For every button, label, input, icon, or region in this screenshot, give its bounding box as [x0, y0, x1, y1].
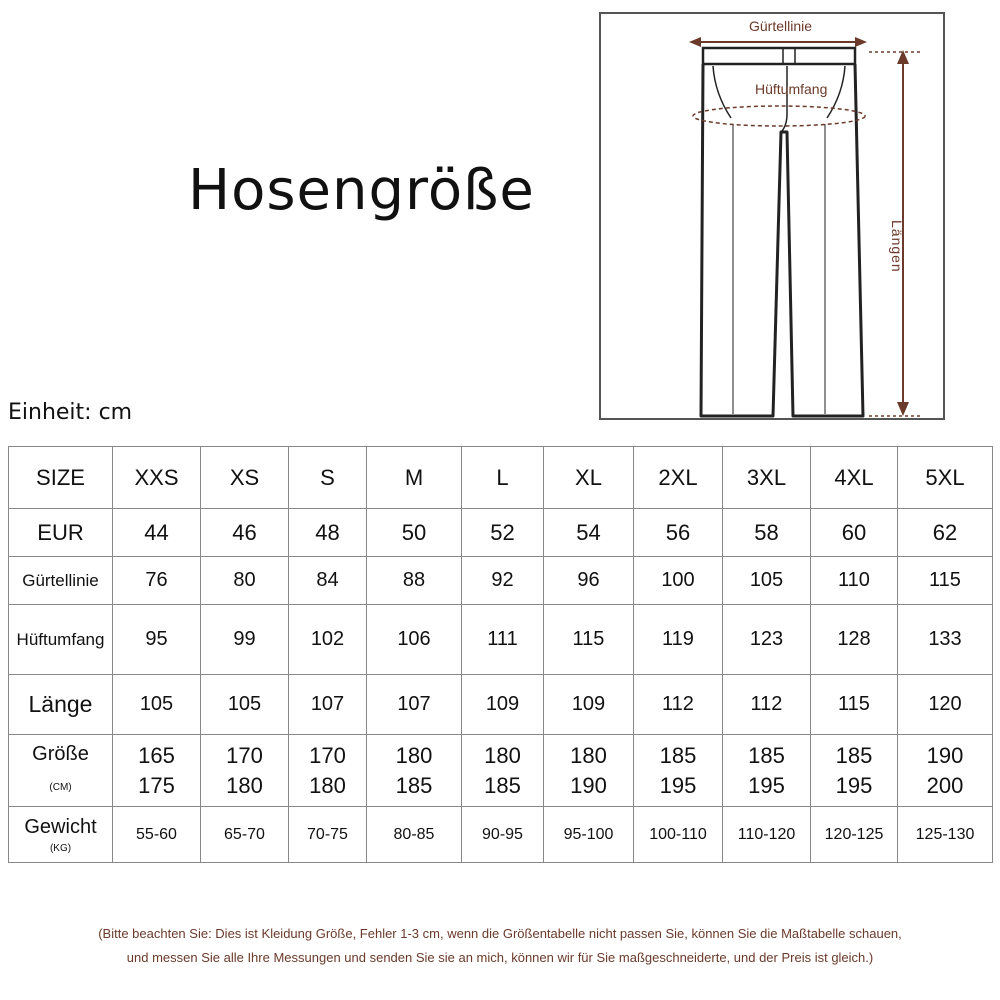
- table-cell: 105: [723, 557, 811, 605]
- size-cell: 4XL: [811, 447, 898, 509]
- weight-cell: 80-85: [367, 807, 462, 863]
- height-max: 185: [484, 772, 521, 798]
- height-max: 190: [570, 772, 607, 798]
- weight-row: [9, 807, 993, 863]
- eur-row: [9, 509, 993, 557]
- hip-row: [9, 605, 993, 675]
- height-max: 195: [659, 772, 697, 798]
- weight-cell: 110-120: [723, 807, 811, 863]
- table-cell: 100: [634, 557, 723, 605]
- height-min: 185: [748, 742, 785, 768]
- height-min: 170: [226, 742, 263, 768]
- height-min: 180: [484, 742, 521, 768]
- table-cell: 133: [898, 605, 993, 675]
- size-cell: XL: [544, 447, 634, 509]
- table-cell: 115: [811, 675, 898, 735]
- height-min: 185: [659, 742, 697, 768]
- height-min: 165: [138, 742, 175, 768]
- table-cell: 111: [462, 605, 544, 675]
- table-cell: 50: [367, 509, 462, 557]
- height-cell: [811, 735, 898, 807]
- height-min: 170: [309, 742, 346, 768]
- weight-cell: 120-125: [811, 807, 898, 863]
- pants-illustration: [601, 14, 947, 422]
- height-max: 195: [748, 772, 785, 798]
- height-max: 175: [138, 772, 175, 798]
- table-cell: 119: [634, 605, 723, 675]
- size-header: SIZE: [9, 447, 113, 509]
- table-cell: 102: [289, 605, 367, 675]
- size-cell: S: [289, 447, 367, 509]
- table-cell: 120: [898, 675, 993, 735]
- height-cell: [544, 735, 634, 807]
- table-cell: 80: [201, 557, 289, 605]
- size-cell: L: [462, 447, 544, 509]
- height-cell: [723, 735, 811, 807]
- table-cell: 76: [113, 557, 201, 605]
- height-cell: [113, 735, 201, 807]
- table-cell: 44: [113, 509, 201, 557]
- height-max: 185: [395, 772, 433, 798]
- height-min: 180: [570, 742, 607, 768]
- row-label: EUR: [9, 509, 113, 557]
- table-cell: 115: [898, 557, 993, 605]
- height-row-label: [9, 735, 113, 807]
- unit-label: Einheit: cm: [8, 400, 133, 425]
- note-line-2: und messen Sie alle Ihre Messungen und senden Sie sie an mich, können wir für Sie maßgeschneiderte, und der Preis ist gleich.): [126, 950, 874, 965]
- table-cell: 46: [201, 509, 289, 557]
- height-label: Größe: [32, 742, 89, 765]
- table-cell: 105: [113, 675, 201, 735]
- table-cell: 106: [367, 605, 462, 675]
- waist-row: [9, 557, 993, 605]
- weight-label: Gewicht: [24, 815, 97, 838]
- height-min: 180: [395, 742, 433, 768]
- height-cell: [367, 735, 462, 807]
- size-cell: 2XL: [634, 447, 723, 509]
- height-min: 185: [835, 742, 873, 768]
- page-title: Hosengröße: [188, 158, 535, 223]
- height-max: 195: [835, 772, 873, 798]
- weight-cell: 90-95: [462, 807, 544, 863]
- weight-cell: 125-130: [898, 807, 993, 863]
- table-cell: 95: [113, 605, 201, 675]
- height-cell: [898, 735, 993, 807]
- row-label: Hüftumfang: [9, 605, 113, 675]
- table-cell: 96: [544, 557, 634, 605]
- size-cell: XXS: [113, 447, 201, 509]
- size-cell: 3XL: [723, 447, 811, 509]
- height-unit: (CM): [49, 781, 72, 793]
- weight-cell: 65-70: [201, 807, 289, 863]
- height-max: 180: [226, 772, 263, 798]
- table-cell: 112: [634, 675, 723, 735]
- size-table: [8, 446, 993, 863]
- table-cell: 109: [544, 675, 634, 735]
- pants-diagram: [599, 12, 945, 420]
- size-row: [9, 447, 993, 509]
- table-cell: 99: [201, 605, 289, 675]
- table-cell: 48: [289, 509, 367, 557]
- table-cell: 58: [723, 509, 811, 557]
- table-cell: 112: [723, 675, 811, 735]
- size-cell: XS: [201, 447, 289, 509]
- table-cell: 92: [462, 557, 544, 605]
- height-cell: [289, 735, 367, 807]
- table-cell: 54: [544, 509, 634, 557]
- height-min: 190: [926, 742, 964, 768]
- hip-label: Hüftumfang: [755, 81, 828, 97]
- table-cell: 105: [201, 675, 289, 735]
- weight-cell: 55-60: [113, 807, 201, 863]
- table-cell: 107: [289, 675, 367, 735]
- height-cell: [634, 735, 723, 807]
- height-cell: [462, 735, 544, 807]
- note-line-1: (Bitte beachten Sie: Dies ist Kleidung Größe, Fehler 1-3 cm, wenn die Größentabelle nicht passen Sie, können Sie die Maßtabelle schauen,: [98, 926, 902, 941]
- table-cell: 84: [289, 557, 367, 605]
- size-cell: 5XL: [898, 447, 993, 509]
- length-row: [9, 675, 993, 735]
- table-cell: 107: [367, 675, 462, 735]
- table-cell: 110: [811, 557, 898, 605]
- weight-unit: (KG): [49, 842, 72, 854]
- height-row: [9, 735, 993, 807]
- table-cell: 128: [811, 605, 898, 675]
- weight-cell: 70-75: [289, 807, 367, 863]
- table-cell: 123: [723, 605, 811, 675]
- table-cell: 115: [544, 605, 634, 675]
- height-cell: [201, 735, 289, 807]
- table-cell: 88: [367, 557, 462, 605]
- height-max: 200: [926, 772, 964, 798]
- table-cell: 60: [811, 509, 898, 557]
- table-cell: 56: [634, 509, 723, 557]
- height-max: 180: [309, 772, 346, 798]
- weight-cell: 95-100: [544, 807, 634, 863]
- table-cell: 52: [462, 509, 544, 557]
- weight-row-label: [9, 807, 113, 863]
- row-label: Gürtellinie: [9, 557, 113, 605]
- table-cell: 109: [462, 675, 544, 735]
- row-label: Länge: [9, 675, 113, 735]
- size-cell: M: [367, 447, 462, 509]
- table-cell: 62: [898, 509, 993, 557]
- length-label: Längen: [889, 220, 905, 273]
- weight-cell: 100-110: [634, 807, 723, 863]
- waist-label: Gürtellinie: [749, 18, 813, 34]
